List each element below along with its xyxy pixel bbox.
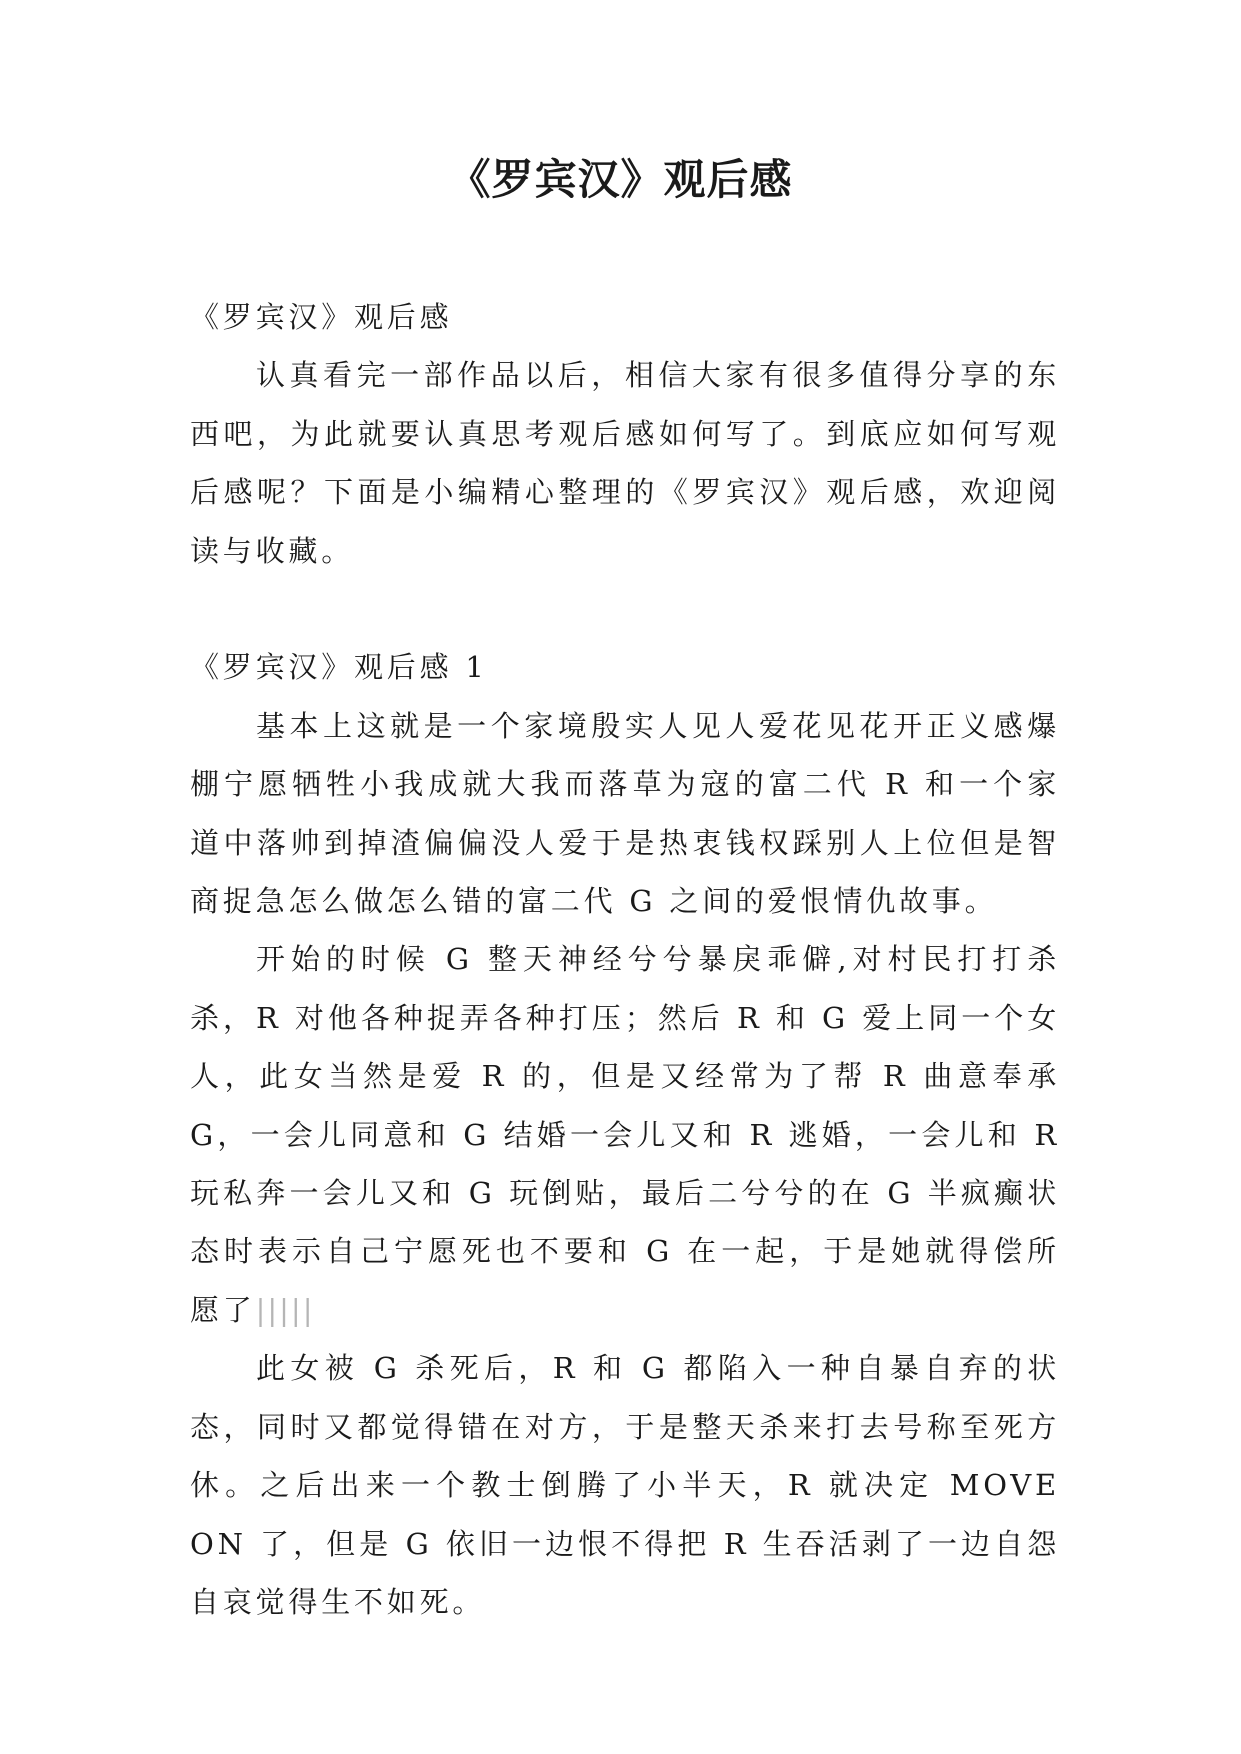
document-body — [190, 288, 1060, 1631]
section1-paragraph-2-text: 开始的时候 G 整天神经兮兮暴戾乖僻,对村民打打杀杀，R 对他各种捉弄各种打压；然后 R 和 G 爱上同一个女人，此女当然是爱 R 的，但是又经常为了帮 R 曲意奉承 G，一会儿同意和 G 结婚一会儿又和 R 逃婚，一会儿和 R 玩私奔一会儿又和 G 玩倒贴，最后二兮兮的在 G 半疯癫状态时表示自己宁愿死也不要和 G 在一起，于是她就得偿所愿了 — [190, 942, 1060, 1327]
intro-paragraph: 认真看完一部作品以后，相信大家有很多值得分享的东西吧，为此就要认真思考观后感如何写了。到底应如何写观后感呢？下面是小编精心整理的《罗宾汉》观后感，欢迎阅读与收藏。 — [190, 358, 1060, 568]
section1-paragraph-3: 此女被 G 杀死后，R 和 G 都陷入一种自暴自弃的状态，同时又都觉得错在对方，于是整天杀来打去号称至死方休。之后出来一个教士倒腾了小半天，R 就决定 MOVE ON 了，但是 G 依旧一边恨不得把 R 生吞活剥了一边自怨自哀觉得生不如死。 — [190, 1351, 1060, 1619]
section1-paragraph-2 — [190, 930, 1060, 1339]
section1-heading: 《罗宾汉》观后感 1 — [190, 650, 488, 685]
intro-heading: 《罗宾汉》观后感 — [190, 300, 453, 334]
section-spacer — [190, 580, 1060, 638]
section1-paragraph-1: 基本上这就是一个家境殷实人见人爱花见花开正义感爆棚宁愿牺牲小我成就大我而落草为寇的富二代 R 和一个家道中落帅到掉渣偏偏没人爱于是热衷钱权踩别人上位但是智商捉急怎么做怎么错的富二代 G 之间的爱恨情仇故事。 — [190, 708, 1060, 919]
section1-paragraph-2-marks: ||||| — [255, 1292, 315, 1327]
document-title: 《罗宾汉》观后感 — [448, 155, 793, 204]
